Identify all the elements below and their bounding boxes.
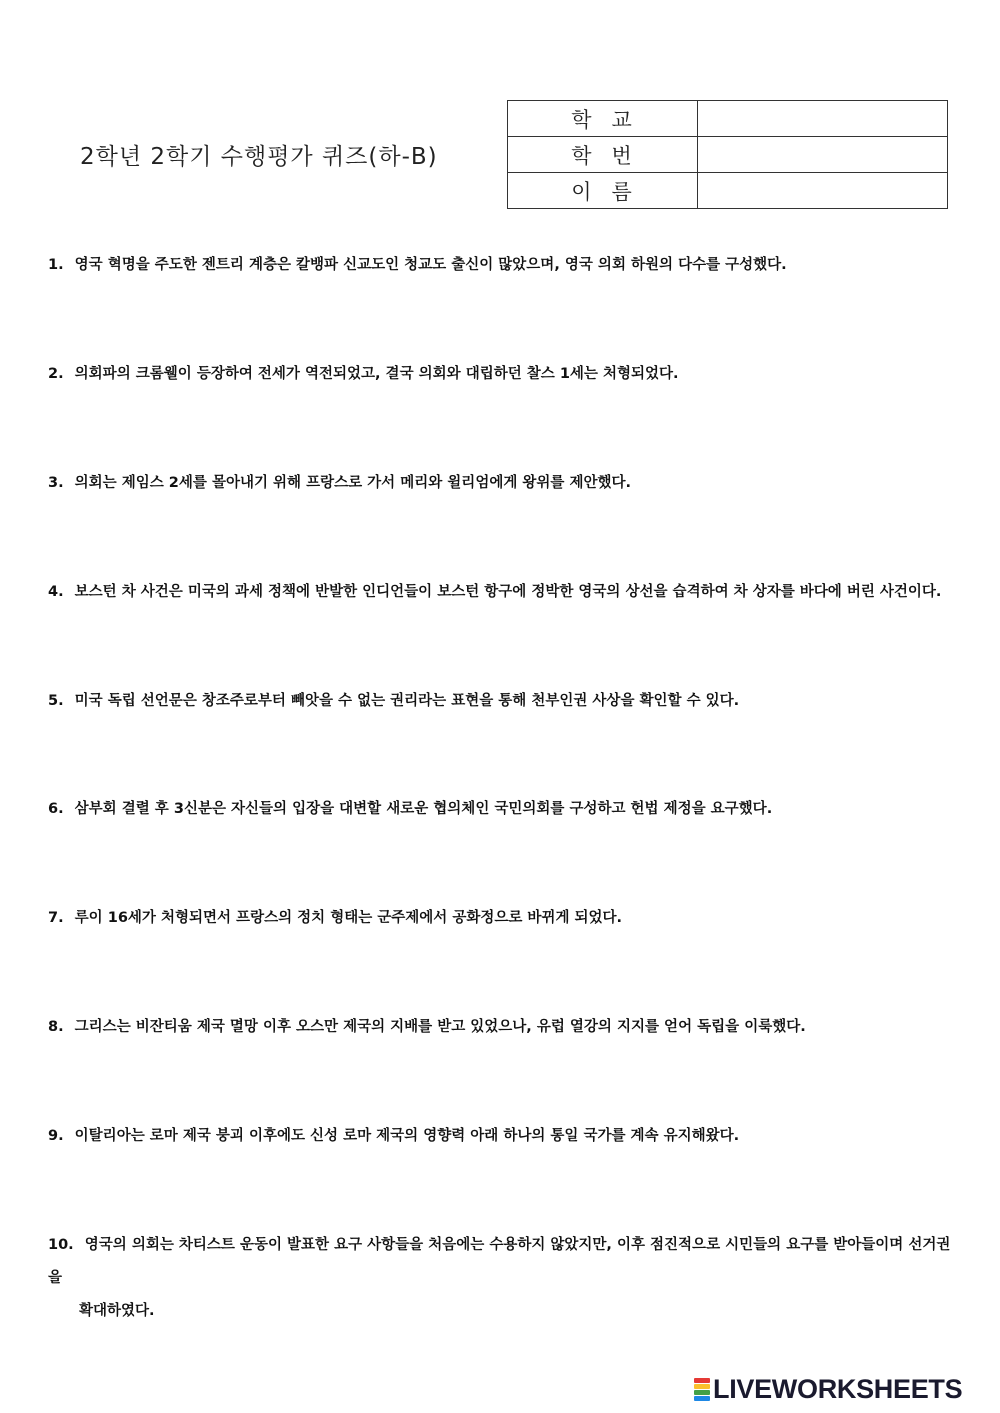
liveworksheets-logo[interactable] (694, 1374, 962, 1404)
page-title: 2학년 2학기 수행평가 퀴즈(하-B) (80, 144, 438, 170)
question-number: 10. (48, 1237, 74, 1253)
question-5 (48, 685, 958, 718)
logo-bar-green (694, 1390, 710, 1395)
question-text: 의회파의 크롬웰이 등장하여 전세가 역전되었고, 결국 의회와 대립하던 찰스 1세는 처형되었다. (74, 366, 679, 382)
question-number: 1. (48, 257, 64, 273)
question-number: 9. (48, 1128, 64, 1144)
info-row-school (508, 101, 948, 137)
logo-bar-red (694, 1378, 710, 1383)
question-number: 5. (48, 693, 64, 709)
question-text: 미국 독립 선언문은 창조주로부터 빼앗을 수 없는 권리라는 표현을 통해 천부인권 사상을 확인할 수 있다. (74, 693, 740, 709)
question-text: 삼부회 결렬 후 3신분은 자신들의 입장을 대변할 새로운 협의체인 국민의회를 구성하고 헌법 제정을 요구했다. (74, 801, 773, 817)
name-field[interactable] (698, 173, 948, 209)
question-number: 3. (48, 475, 64, 491)
question-text: 영국의 의회는 차티스트 운동이 발표한 요구 사항들을 처음에는 수용하지 않았지만, 이후 점진적으로 시민들의 요구를 받아들이며 선거권을 (48, 1237, 951, 1286)
question-3 (48, 467, 958, 500)
logo-bar-blue (694, 1396, 710, 1401)
question-number: 2. (48, 366, 64, 382)
question-text: 영국 혁명을 주도한 젠트리 계층은 칼뱅파 신교도인 청교도 출신이 많았으며, 영국 의회 하원의 다수를 구성했다. (74, 257, 787, 273)
logo-bar-yellow (694, 1384, 710, 1389)
question-number: 8. (48, 1019, 64, 1035)
question-text: 루이 16세가 처형되면서 프랑스의 정치 형태는 군주제에서 공화정으로 바뀌게 되었다. (74, 910, 623, 926)
question-text: 의회는 제임스 2세를 몰아내기 위해 프랑스로 가서 메리와 윌리엄에게 왕위를 제안했다. (74, 475, 631, 491)
question-number: 6. (48, 801, 64, 817)
question-text: 그리스는 비잔티움 제국 멸망 이후 오스만 제국의 지배를 받고 있었으나, 유럽 열강의 지지를 얻어 독립을 이룩했다. (74, 1019, 806, 1035)
question-number: 7. (48, 910, 64, 926)
question-2 (48, 358, 958, 391)
school-field[interactable] (698, 101, 948, 137)
question-text: 이탈리아는 로마 제국 붕괴 이후에도 신성 로마 제국의 영향력 아래 하나의 통일 국가를 계속 유지해왔다. (74, 1128, 740, 1144)
question-number: 4. (48, 584, 64, 600)
info-row-student-number (508, 137, 948, 173)
question-10 (48, 1229, 958, 1328)
question-4 (48, 576, 958, 609)
info-row-name (508, 173, 948, 209)
question-text: 보스턴 차 사건은 미국의 과세 정책에 반발한 인디언들이 보스턴 항구에 정박한 영국의 상선을 습격하여 차 상자를 바다에 버린 사건이다. (74, 584, 942, 600)
question-8 (48, 1011, 958, 1044)
question-6 (48, 793, 958, 826)
student-number-field[interactable] (698, 137, 948, 173)
student-info-table (507, 100, 948, 209)
name-label: 이름 (508, 173, 698, 209)
liveworksheets-logo-icon (694, 1377, 710, 1401)
question-1 (48, 249, 958, 282)
question-7 (48, 902, 958, 935)
question-9 (48, 1120, 958, 1153)
question-text-continuation: 확대하였다. (79, 1303, 155, 1319)
student-number-label: 학번 (508, 137, 698, 173)
liveworksheets-logo-text: LIVEWORKSHEETS (713, 1373, 963, 1404)
school-label: 학교 (508, 101, 698, 137)
